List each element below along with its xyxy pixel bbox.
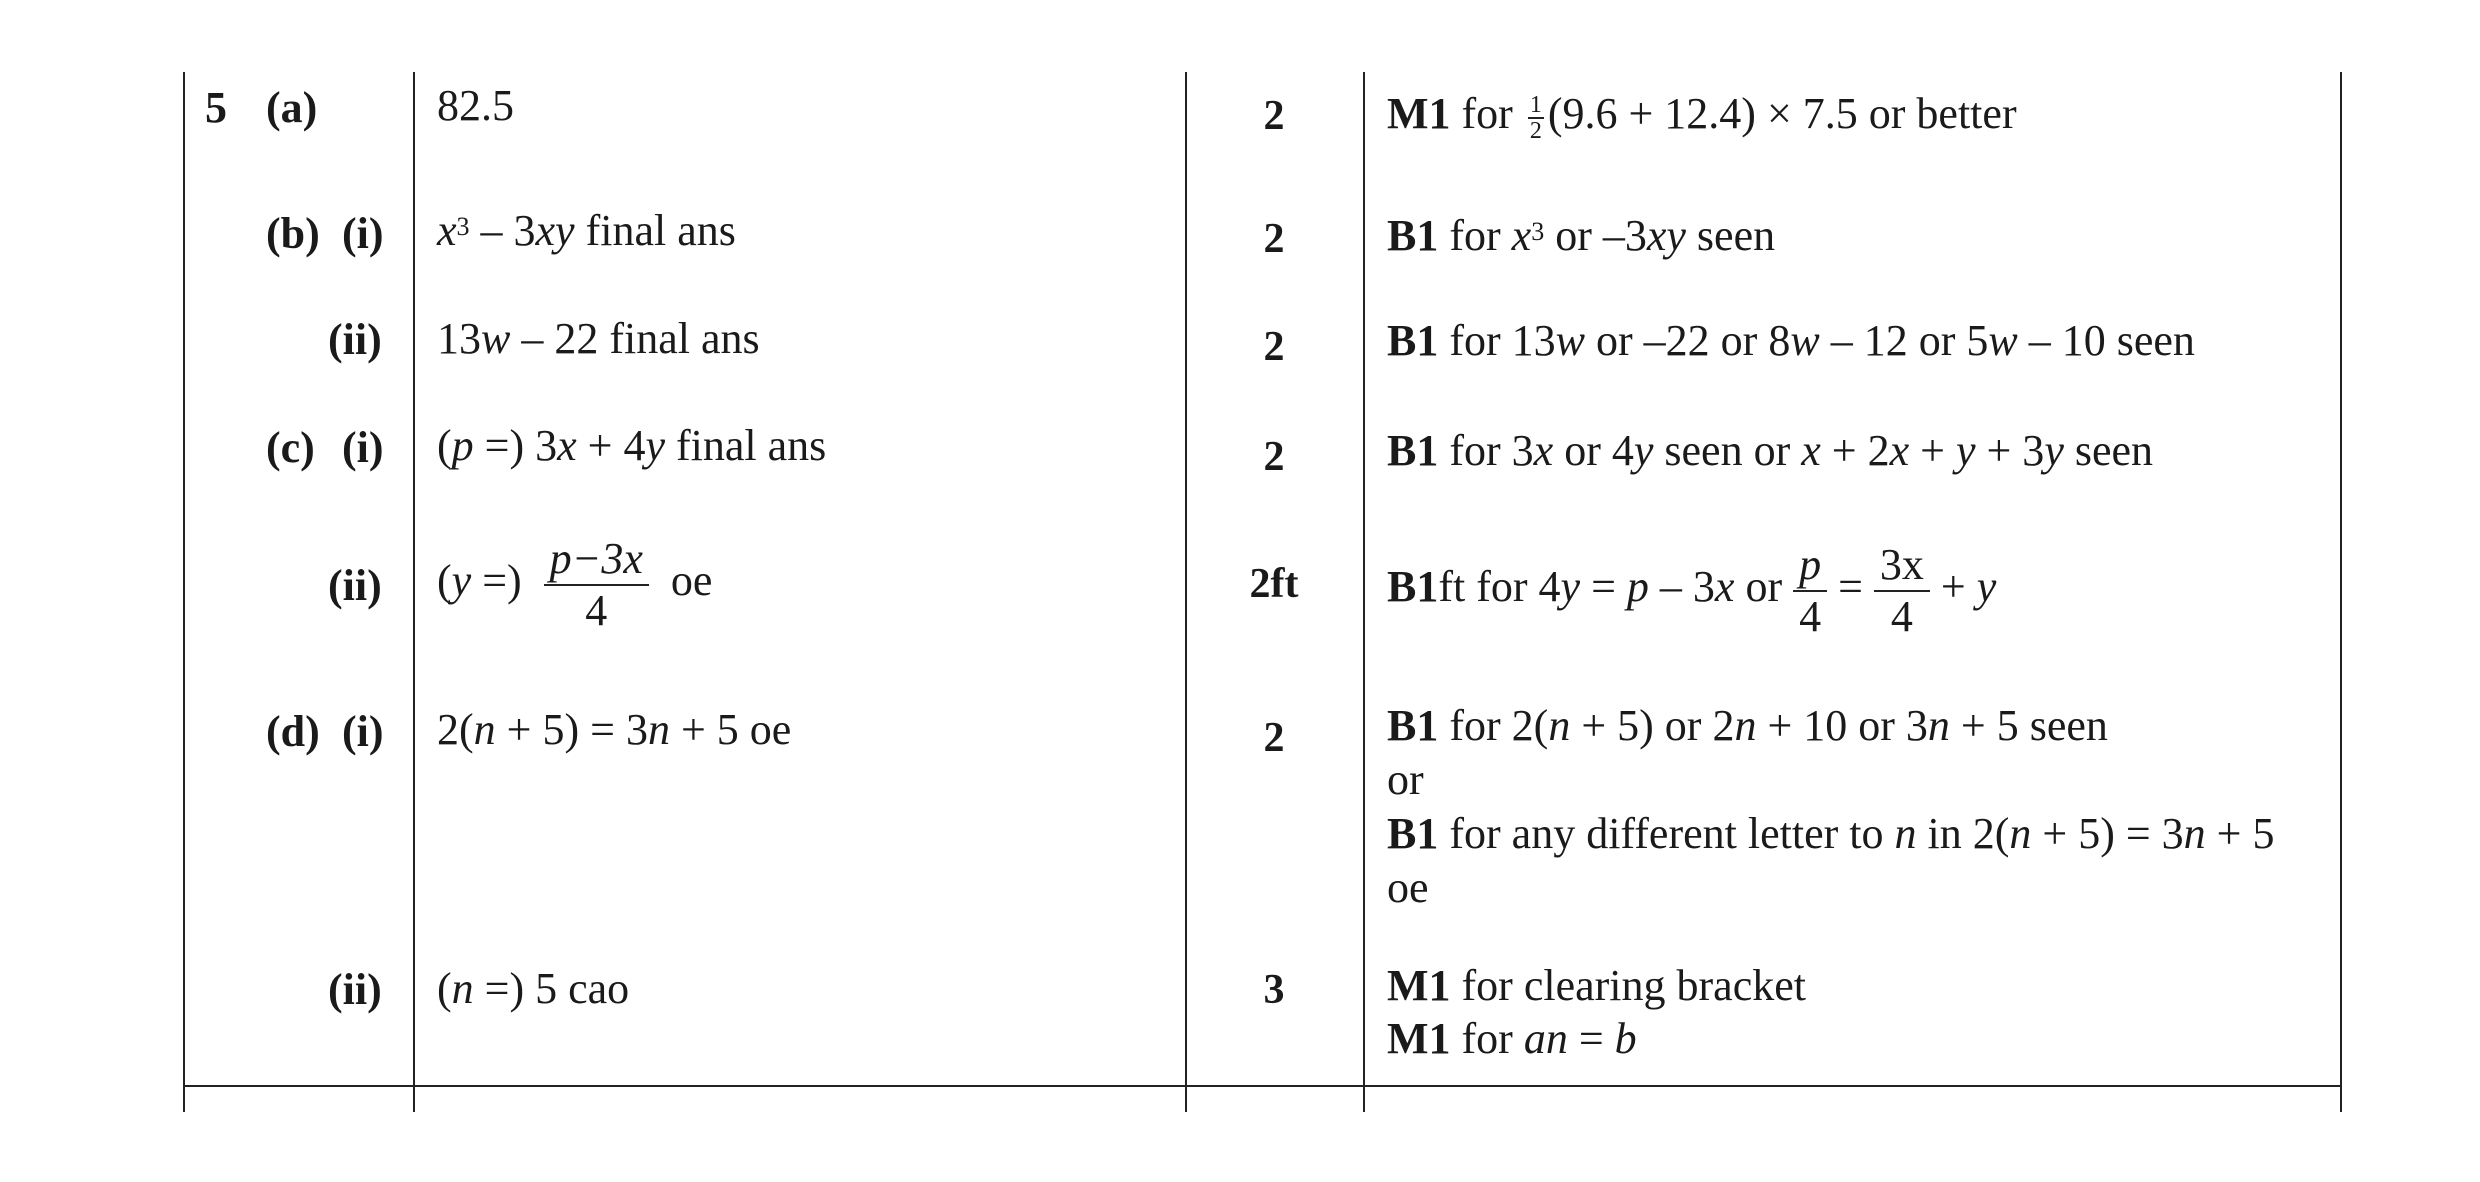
subpart-label-d-i: (i) bbox=[342, 707, 384, 756]
notes-d-ii-line2: M1 for an = b bbox=[1387, 1014, 1637, 1063]
part-label-d: (d) bbox=[266, 707, 320, 756]
fraction-p-over-4: $\frac{p}{4}$ bbox=[1793, 540, 1827, 642]
table-border-left bbox=[183, 72, 185, 1112]
answer-c-ii: (y =) $\frac{p-3x}{4}$ oe bbox=[437, 534, 713, 635]
subpart-label-c-i: (i) bbox=[342, 423, 384, 472]
notes-d-i-line4: oe bbox=[1387, 863, 1429, 912]
subpart-label-c-ii: (ii) bbox=[328, 561, 382, 610]
subpart-label-b-i: (i) bbox=[342, 209, 384, 258]
fraction-half: $\frac{1}{2}$ bbox=[1529, 91, 1542, 144]
table-border-right bbox=[2340, 72, 2342, 1112]
fraction-3x-over-4: $\frac{3x}{4}$ bbox=[1874, 540, 1930, 642]
notes-c-i: B1 for 3x or 4y seen or x + 2x + y + 3y seen bbox=[1387, 426, 2154, 475]
mark-d-ii: 3 bbox=[1263, 967, 1285, 1013]
subpart-label-d-ii: (ii) bbox=[328, 965, 382, 1014]
notes-d-i-line3: B1 for any different letter to n in 2(n + 5) = 3n + 5 bbox=[1387, 809, 2275, 858]
part-label-a: (a) bbox=[266, 83, 318, 132]
notes-b-i: B1 for $x^3$ or –3xy seen bbox=[1387, 211, 1776, 260]
part-label-c: (c) bbox=[266, 423, 315, 472]
notes-c-ii: B1ft for 4y = p – 3x or $\frac{p}{4}$ = $\frac{3x}{4}$ + y bbox=[1387, 540, 1997, 641]
notes-d-i-line1: B1 for 2(n + 5) or 2n + 10 or 3n + 5 seen bbox=[1387, 701, 2108, 750]
mark-b-ii: 2 bbox=[1263, 324, 1285, 370]
part-label-b: (b) bbox=[266, 209, 320, 258]
notes-b-ii: B1 for 13w or –22 or 8w – 12 or 5w – 10 seen bbox=[1387, 316, 2195, 365]
notes-d-i-line2: or bbox=[1387, 755, 1424, 804]
subpart-label-b-ii: (ii) bbox=[328, 315, 382, 364]
mark-a: 2 bbox=[1263, 93, 1285, 139]
mark-c-ii: 2ft bbox=[1249, 561, 1299, 607]
mark-c-i: 2 bbox=[1263, 434, 1285, 480]
answer-b-ii: 13w – 22 final ans bbox=[437, 314, 760, 363]
table-bottom-rule bbox=[183, 1085, 2342, 1087]
answer-c-i: (p =) 3x + 4y final ans bbox=[437, 421, 827, 470]
answer-d-i: 2(n + 5) = 3n + 5 oe bbox=[437, 705, 792, 754]
column-divider-mark bbox=[1363, 72, 1365, 1112]
answer-b-i: $x^3 - 3xy$ final ans bbox=[437, 206, 736, 255]
mark-b-i: 2 bbox=[1263, 216, 1285, 262]
notes-a: M1 for $\frac{1}{2}$ (9.6 + 12.4) × 7.5 or better bbox=[1387, 89, 2017, 144]
answer-d-ii: (n =) 5 cao bbox=[437, 964, 630, 1013]
fraction-p-minus-3x-over-4: $\frac{p-3x}{4}$ bbox=[544, 534, 649, 636]
column-divider-part bbox=[413, 72, 415, 1112]
answer-a: 82.5 bbox=[437, 81, 514, 130]
notes-d-ii-line1: M1 for clearing bracket bbox=[1387, 961, 1806, 1010]
question-number: 5 bbox=[205, 83, 227, 132]
mark-d-i: 2 bbox=[1263, 715, 1285, 761]
